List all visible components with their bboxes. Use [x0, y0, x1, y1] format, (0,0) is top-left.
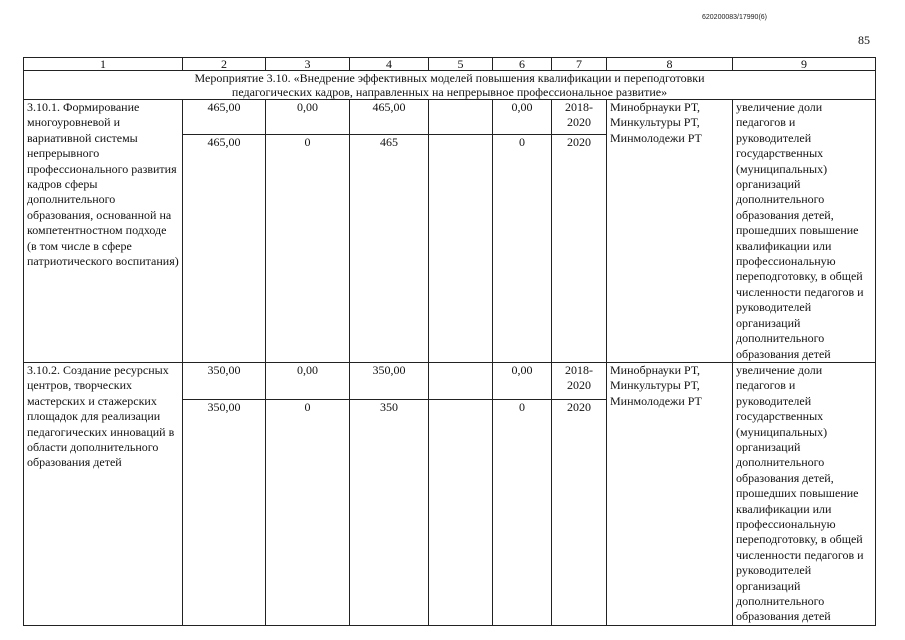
- activity-name: 3.10.2. Создание ресурсных центров, творческих мастерских и стажерских площадок для реализации педагогических инноваций в области дополнительного образования детей: [24, 362, 183, 625]
- amount-cell: 0: [266, 135, 350, 363]
- amount-cell: 350,00: [183, 362, 266, 400]
- column-number-row: [24, 58, 876, 71]
- event-title: [24, 71, 876, 100]
- table-row: [24, 100, 876, 135]
- column-number: 1: [24, 58, 183, 71]
- column-number: 2: [183, 58, 266, 71]
- period-cell: 2020: [552, 400, 607, 625]
- amount-cell: 0: [493, 135, 552, 363]
- amount-cell: 0,00: [493, 362, 552, 400]
- indicator-cell: увеличение доли педагогов и руководителей государственных (муниципальных) организаций дополнительного образования детей, прошедших повышение квалификации или профессиональную переподготовку, в общей численности педагогов и руководителей организаций дополнительного образования детей: [733, 362, 876, 625]
- program-table: [23, 57, 876, 626]
- table-row: [24, 362, 876, 400]
- event-title-line: педагогических кадров, направленных на непрерывное профессиональное развитие»: [231, 85, 668, 99]
- column-number: 8: [607, 58, 733, 71]
- executors-cell: Минобрнауки РТ, Минкультуры РТ, Минмолодежи РТ: [607, 362, 733, 625]
- amount-cell: [429, 100, 493, 135]
- amount-cell: 465,00: [183, 100, 266, 135]
- column-number: 9: [733, 58, 876, 71]
- activity-name: 3.10.1. Формирование многоуровневой и вариативной системы непрерывного профессионального развития кадров сферы дополнительного образования, основанной на компетентностном подходе (в том числе в сфере патриотического воспитания): [24, 100, 183, 363]
- amount-cell: 0: [266, 400, 350, 625]
- indicator-cell: увеличение доли педагогов и руководителей государственных (муниципальных) организаций дополнительного образования детей, прошедших повышение квалификации или профессиональную переподготовку, в общей численности педагогов и руководителей организаций дополнительного образования детей: [733, 100, 876, 363]
- amount-cell: [429, 362, 493, 400]
- amount-cell: 0: [493, 400, 552, 625]
- document-id: 620200083/17990(6): [702, 14, 768, 21]
- amount-cell: 465: [350, 135, 429, 363]
- column-number: 4: [350, 58, 429, 71]
- amount-cell: 0,00: [266, 100, 350, 135]
- event-title-line: Мероприятие 3.10. «Внедрение эффективных моделей повышения квалификации и переподготовки: [194, 71, 705, 85]
- amount-cell: 350: [350, 400, 429, 625]
- amount-cell: [429, 400, 493, 625]
- column-number: 3: [266, 58, 350, 71]
- amount-cell: 465,00: [183, 135, 266, 363]
- amount-cell: 465,00: [350, 100, 429, 135]
- column-number: 7: [552, 58, 607, 71]
- amount-cell: 350,00: [350, 362, 429, 400]
- period-cell: 2018-2020: [552, 362, 607, 400]
- event-title-row: [24, 71, 876, 100]
- period-cell: 2018-2020: [552, 100, 607, 135]
- executors-cell: Минобрнауки РТ, Минкультуры РТ, Минмолодежи РТ: [607, 100, 733, 363]
- page-number: 85: [858, 33, 870, 47]
- period-cell: 2020: [552, 135, 607, 363]
- column-number: 6: [493, 58, 552, 71]
- column-number: 5: [429, 58, 493, 71]
- amount-cell: [429, 135, 493, 363]
- amount-cell: 350,00: [183, 400, 266, 625]
- amount-cell: 0,00: [493, 100, 552, 135]
- amount-cell: 0,00: [266, 362, 350, 400]
